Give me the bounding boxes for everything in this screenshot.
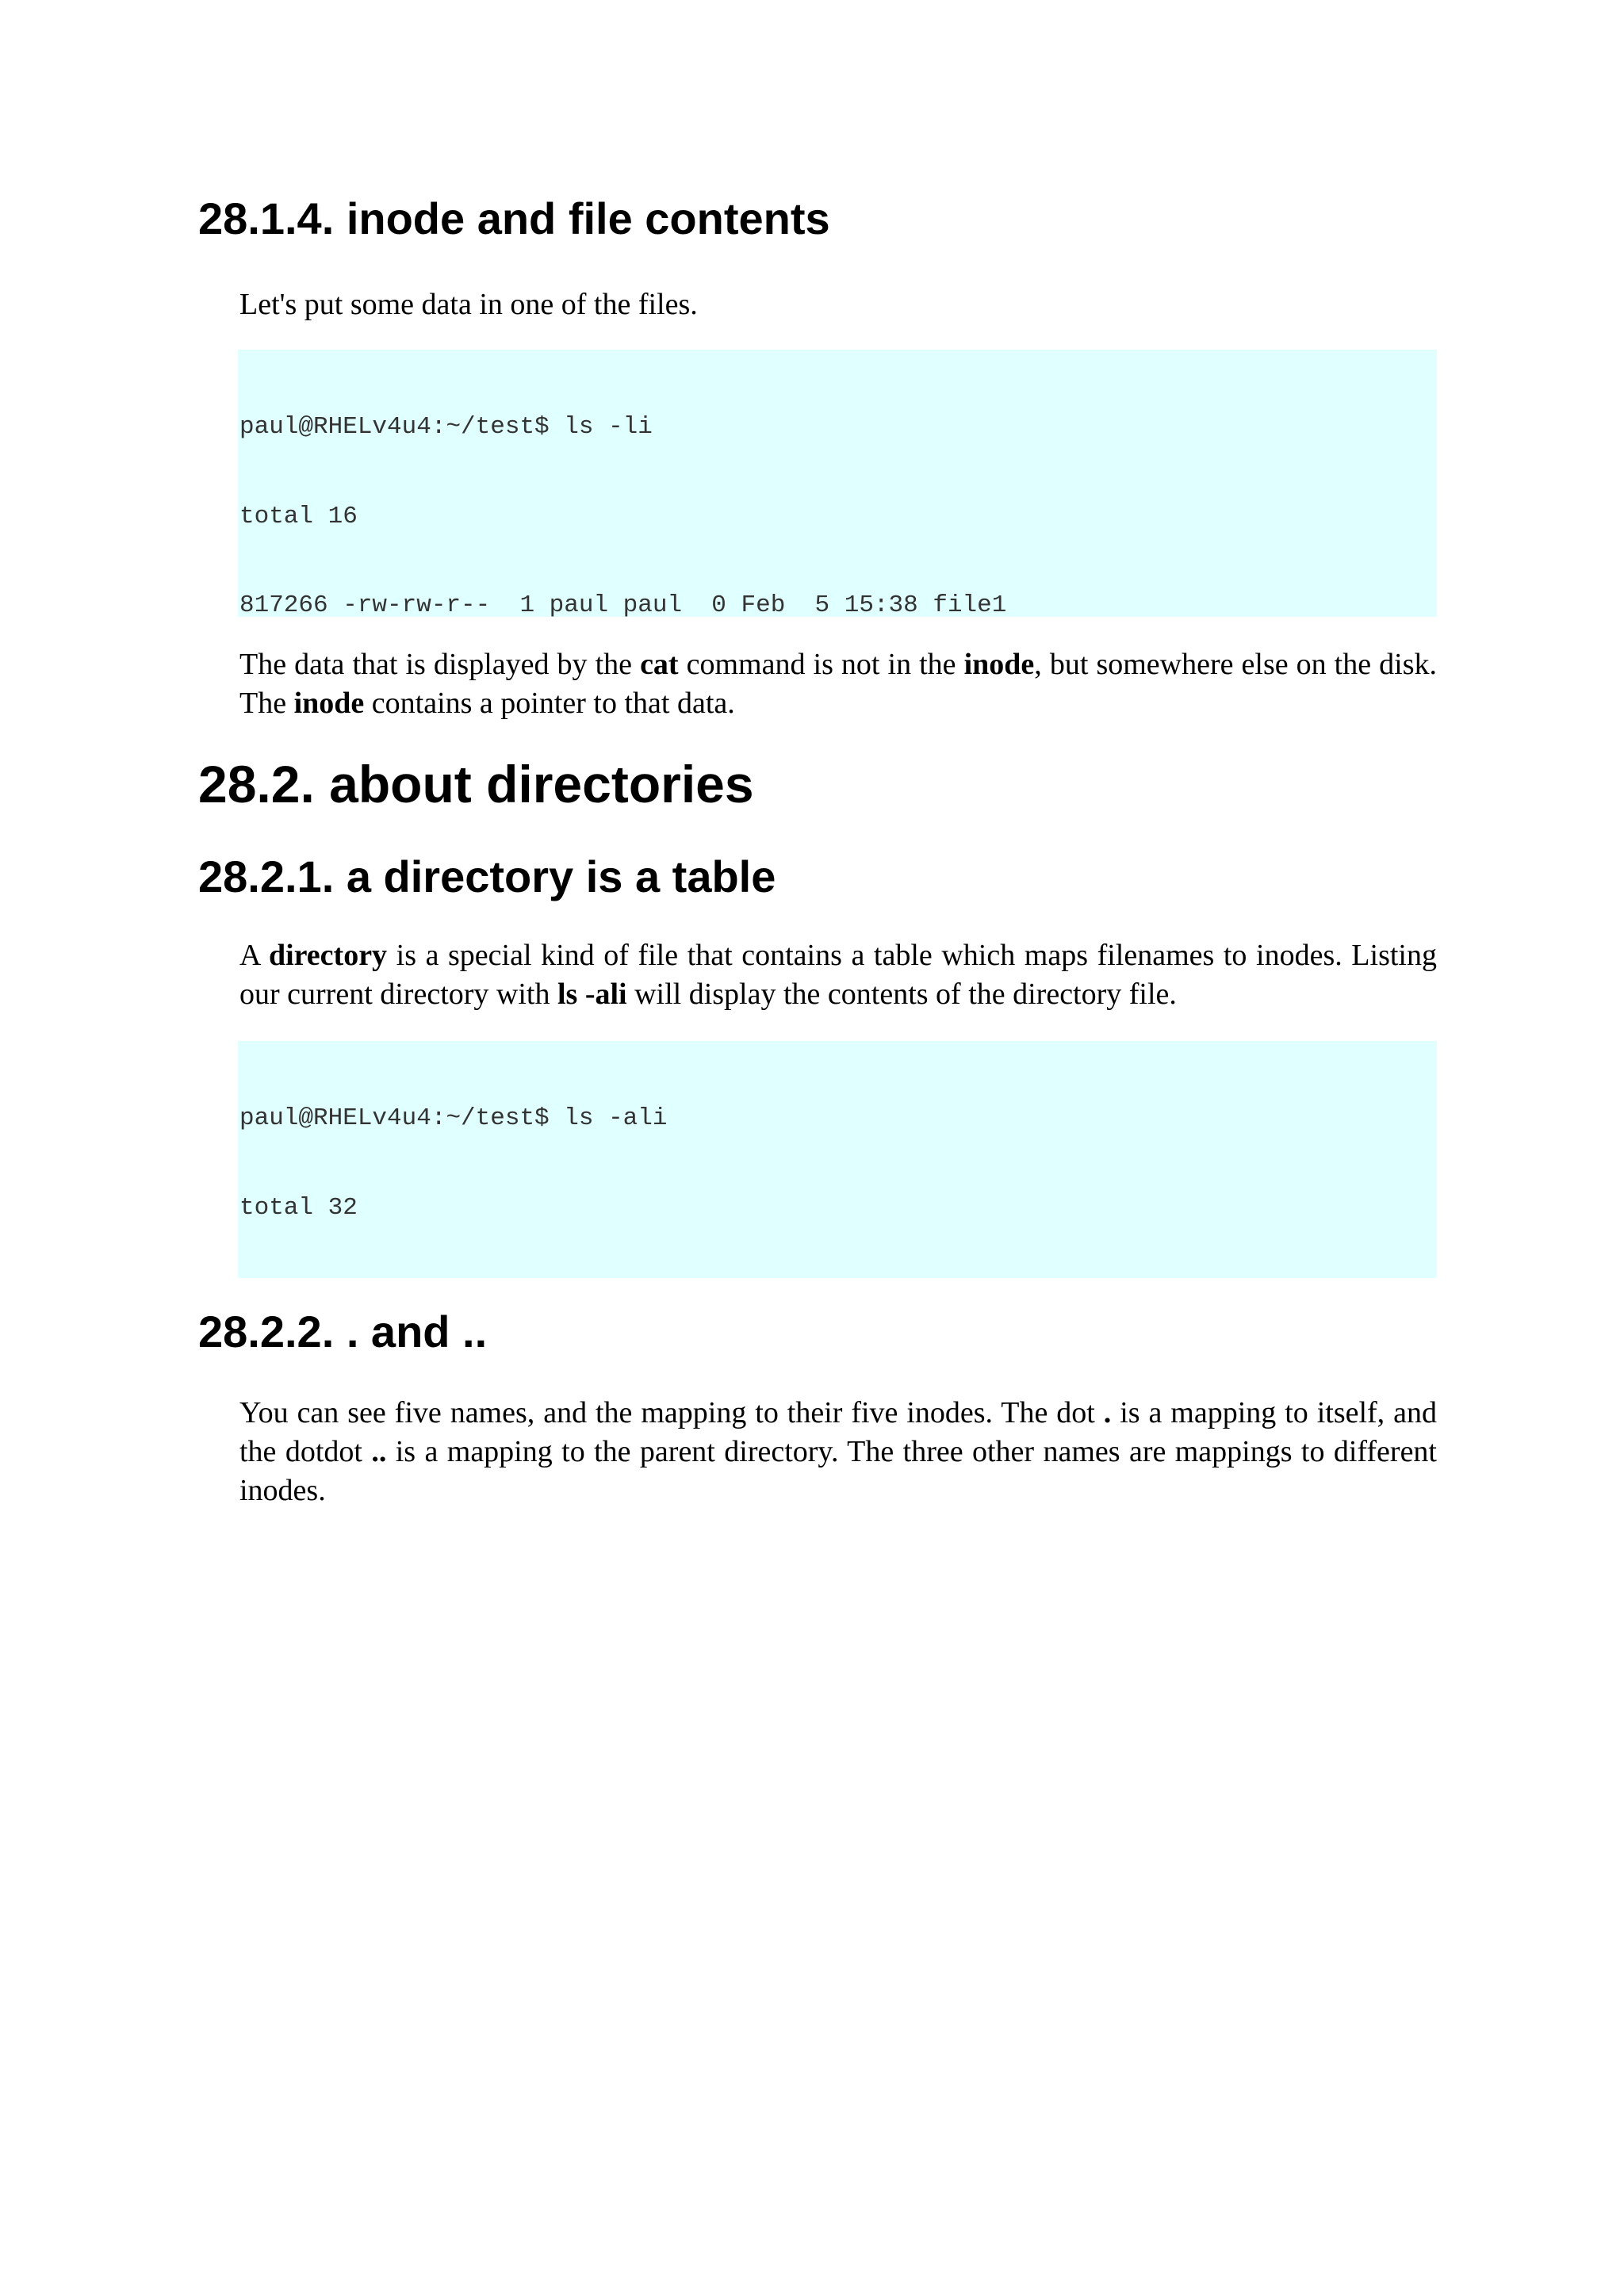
text: A [239, 939, 269, 972]
text: contains a pointer to that data. [364, 687, 735, 720]
text: is a mapping to itself, and the dotdot [239, 1396, 1437, 1468]
bold-term: ls -ali [557, 978, 627, 1011]
code-block-ls-li [238, 350, 1437, 617]
code-line: total 32 [239, 1193, 358, 1222]
section-heading-28-2: 28.2. about directories [198, 755, 754, 813]
bold-term: cat [640, 648, 679, 681]
inode-explanation-paragraph [239, 645, 1437, 723]
section-heading-28-2-1: 28.2.1. a directory is a table [198, 851, 776, 901]
text: is a special kind of file that contains a table which maps filenames to inodes. Listing our current directory with [239, 939, 1437, 1011]
code-line: paul@RHELv4u4:~/test$ ls -li [239, 413, 653, 441]
text: is a mapping to the parent directory. The three other names are mappings to different inodes. [239, 1435, 1437, 1507]
bold-term: inode [293, 687, 365, 720]
code-block-ls-ali [238, 1041, 1437, 1278]
text: will display the contents of the directory file. [626, 978, 1177, 1011]
section-heading-28-1-4: 28.1.4. inode and file contents [198, 193, 830, 243]
text: You can see five names, and the mapping to their five inodes. The dot [239, 1396, 1104, 1429]
directory-paragraph [239, 936, 1437, 1014]
code-line: total 16 [239, 502, 358, 530]
code-line: paul@RHELv4u4:~/test$ ls -ali [239, 1104, 668, 1132]
text: command is not in the [678, 648, 964, 681]
text: The data that is displayed by the [239, 648, 641, 681]
bold-term: . [1103, 1396, 1112, 1429]
bold-term: directory [268, 939, 388, 972]
bold-term: .. [371, 1435, 387, 1468]
bold-term: inode [963, 648, 1035, 681]
dot-dotdot-paragraph [239, 1394, 1437, 1510]
section-heading-28-2-2: 28.2.2. . and .. [198, 1307, 488, 1357]
intro-paragraph: Let's put some data in one of the files. [239, 288, 698, 321]
text: , but somewhere else on the disk. The [239, 648, 1437, 720]
code-line: 817266 -rw-rw-r-- 1 paul paul 0 Feb 5 15:38 file1 [239, 591, 1007, 617]
